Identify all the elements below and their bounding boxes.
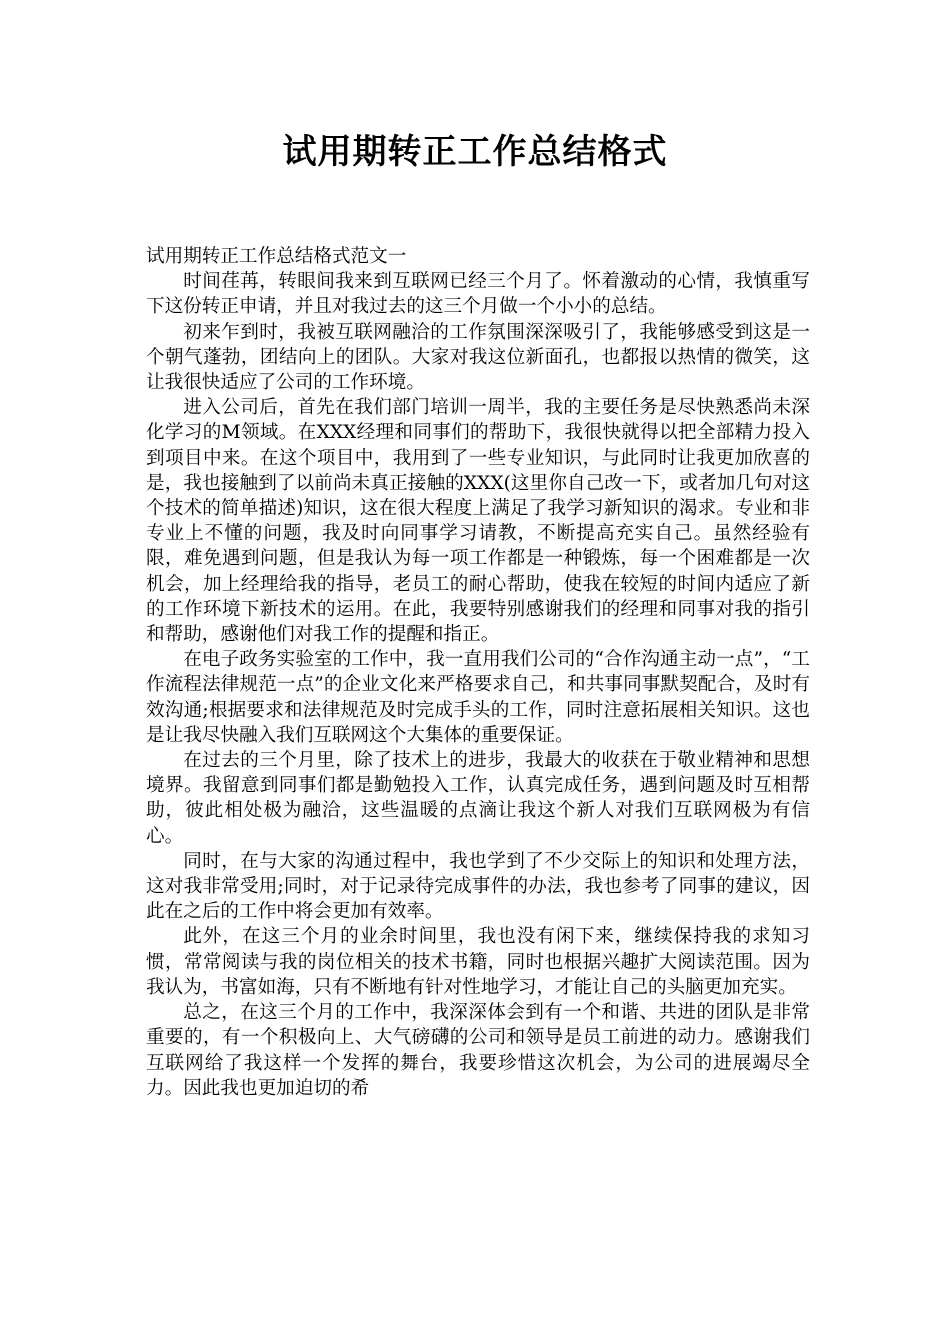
document-title: 试用期转正工作总结格式 — [282, 132, 668, 172]
section-heading: 试用期转正工作总结格式范文一 — [146, 246, 407, 267]
paragraph-8: 总之，在这三个月的工作中，我深深体会到有一个和谐、共进的团队是非常重要的，有一个积极向上、大气磅礴的公司和领导是员工前进的动力。感谢我们互联网给了我这样一个发挥的舞台，我要珍惜这次机会，为公司的进展竭尽全力。因此我也更加迫切的希 — [146, 1002, 810, 1099]
paragraph-1: 时间荏苒，转眼间我来到互联网已经三个月了。怀着激动的心情，我慎重写下这份转正申请，并且对我过去的这三个月做一个小小的总结。 — [146, 271, 810, 318]
document-body — [146, 244, 810, 1101]
paragraph-3: 进入公司后，首先在我们部门培训一周半，我的主要任务是尽快熟悉尚未深化学习的M领域。在XXX经理和同事们的帮助下，我很快就得以把全部精力投入到项目中来。在这个项目中，我用到了一些专业知识，与此同时让我更加欣喜的是，我也接触到了以前尚未真正接触的XXX(这里你自己改一下，或者加几句对这个技术的简单描述)知识，这在很大程度上满足了我学习新知识的渴求。专业和非专业上不懂的问题，我及时向同事学习请教，不断提高充实自己。虽然经验有限，难免遇到问题，但是我认为每一项工作都是一种锻炼，每一个困难都是一次机会，加上经理给我的指导，老员工的耐心帮助，使我在较短的时间内适应了新的工作环境下新技术的运用。在此，我要特别感谢我们的经理和同事对我的指引和帮助，感谢他们对我工作的提醒和指正。 — [146, 397, 810, 646]
paragraph-5: 在过去的三个月里，除了技术上的进步，我最大的收获在于敬业精神和思想境界。我留意到同事们都是勤勉投入工作，认真完成任务，遇到问题及时互相帮助，彼此相处极为融洽，这些温暖的点滴让我这个新人对我们互联网极为有信心。 — [146, 750, 810, 847]
paragraph-2: 初来乍到时，我被互联网融洽的工作氛围深深吸引了，我能够感受到这是一个朝气蓬勃，团结向上的团队。大家对我这位新面孔，也都报以热情的微笑，这让我很快适应了公司的工作环境。 — [146, 321, 810, 394]
paragraph-4: 在电子政务实验室的工作中，我一直用我们公司的“合作沟通主动一点”，“工作流程法律规范一点”的企业文化来严格要求自己，和共事同事默契配合，及时有效沟通;根据要求和法律规范及时完成手头的工作，同时注意拓展相关知识。这也是让我尽快融入我们互联网这个大集体的重要保证。 — [146, 649, 810, 746]
paragraph-7: 此外，在这三个月的业余时间里，我也没有闲下来，继续保持我的求知习惯，常常阅读与我的岗位相关的技术书籍，同时也根据兴趣扩大阅读范围。因为我认为，书富如海，只有不断地有针对性地学习，才能让自己的头脑更加充实。 — [146, 926, 810, 998]
paragraph-6: 同时，在与大家的沟通过程中，我也学到了不少交际上的知识和处理方法，这对我非常受用;同时，对于记录待完成事件的办法，我也参考了同事的建议，因此在之后的工作中将会更加有效率。 — [146, 850, 810, 923]
